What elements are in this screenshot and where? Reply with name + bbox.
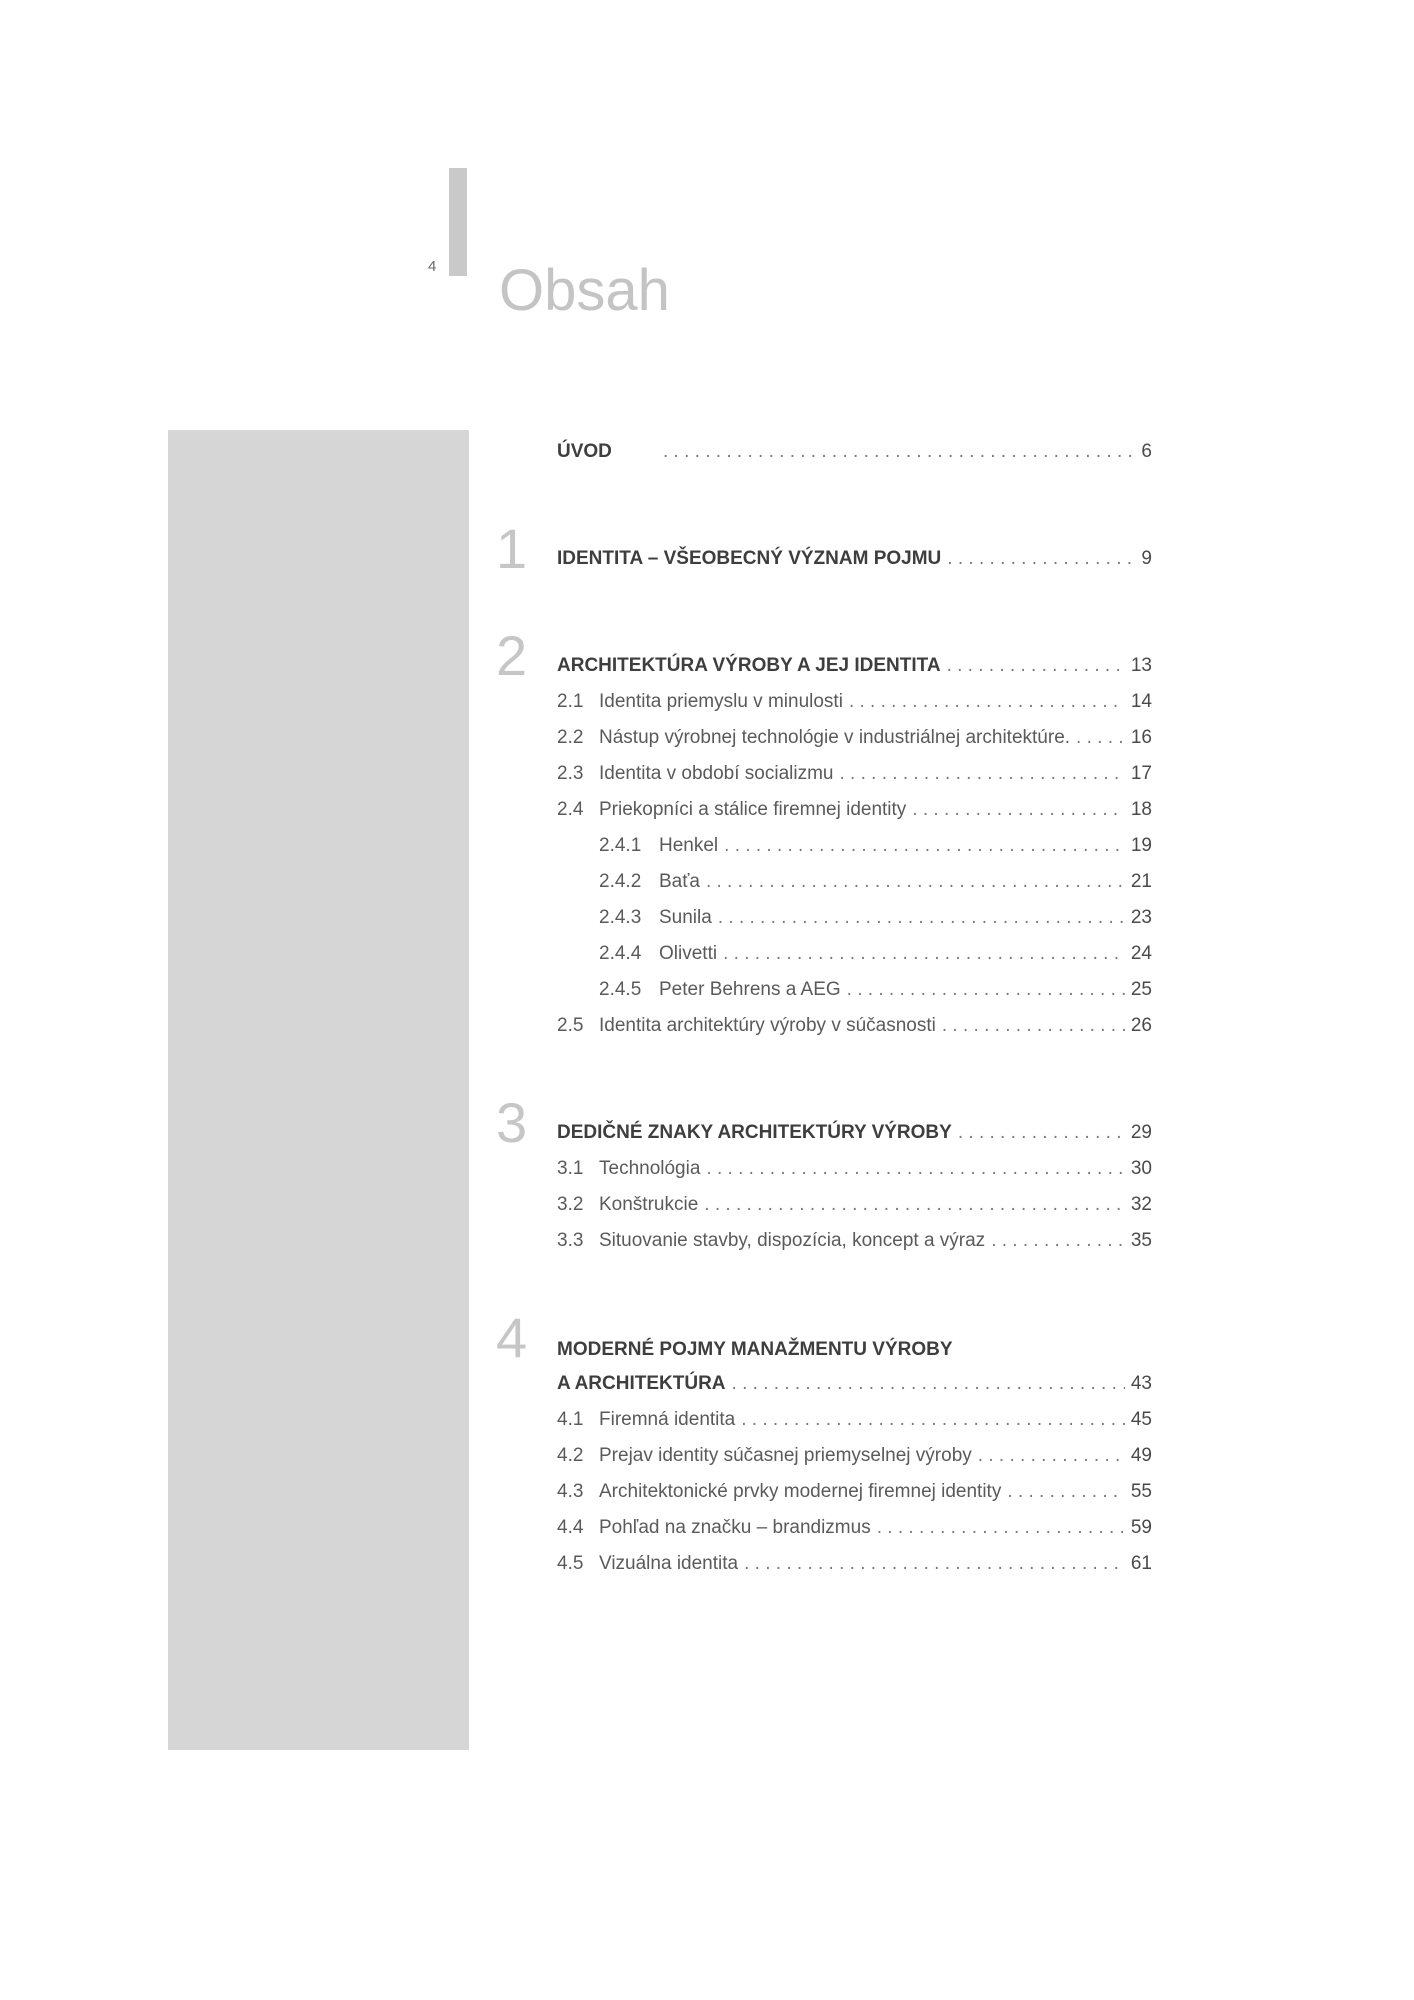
leader-dots (958, 1122, 1125, 1144)
toc-page-number: 18 (1130, 799, 1152, 820)
section-number: 3.2 (557, 1194, 584, 1215)
toc-chapter-2[interactable] (557, 655, 1152, 685)
section-number: 2.4.2 (599, 871, 642, 892)
toc-page-number: 16 (1130, 727, 1152, 748)
toc-entry-label: DEDIČNÉ ZNAKY ARCHITEKTÚRY VÝROBY (557, 1122, 952, 1143)
toc-entry-label: Identita v období socializmu (599, 763, 834, 784)
leader-dots (947, 655, 1125, 677)
toc-page-number: 17 (1130, 763, 1152, 784)
toc-entry-label: Olivetti (659, 943, 718, 964)
toc-section-2-4-3[interactable] (557, 907, 1152, 937)
toc-page-number: 6 (1141, 441, 1152, 462)
toc-entry-label: Architektonické prvky modernej firemnej identity (599, 1481, 1002, 1502)
section-number: 2.4.4 (599, 943, 642, 964)
leader-dots (847, 979, 1125, 1001)
section-number: 4.3 (557, 1481, 584, 1502)
toc-page-number: 43 (1130, 1373, 1152, 1394)
leader-dots (723, 943, 1125, 965)
section-number: 2.4.5 (599, 979, 642, 1000)
toc-entry-label: Prejav identity súčasnej priemyselnej výroby (599, 1445, 972, 1466)
leader-dots (663, 441, 1135, 463)
toc-section-4-5[interactable] (557, 1553, 1152, 1583)
leader-dots (718, 907, 1125, 929)
section-number: 4.4 (557, 1517, 584, 1538)
toc-page-number: 24 (1130, 943, 1152, 964)
toc-section-3-1[interactable] (557, 1158, 1152, 1188)
toc-section-2-4[interactable] (557, 799, 1152, 829)
leader-dots (706, 871, 1125, 893)
leader-dots (849, 691, 1125, 713)
toc-entry-label: ÚVOD (557, 441, 612, 462)
toc-entry-label: Sunila (659, 907, 712, 928)
section-number: 2.1 (557, 691, 584, 712)
toc-section-3-2[interactable] (557, 1194, 1152, 1224)
toc-section-2-5[interactable] (557, 1015, 1152, 1045)
leader-dots (942, 1015, 1125, 1037)
toc-page-number: 21 (1130, 871, 1152, 892)
toc-entry-label: Konštrukcie (599, 1194, 699, 1215)
toc-page-number: 55 (1130, 1481, 1152, 1502)
toc-entry-label: A ARCHITEKTÚRA (557, 1373, 726, 1394)
toc-section-2-2[interactable] (557, 727, 1152, 757)
leader-dots (1007, 1481, 1125, 1503)
toc-chapter-1[interactable] (557, 548, 1152, 578)
toc-entry-label: Peter Behrens a AEG (659, 979, 841, 1000)
toc-page-number: 19 (1130, 835, 1152, 856)
section-number: 2.4.1 (599, 835, 642, 856)
toc-entry-label: Technológia (599, 1158, 701, 1179)
toc-section-3-3[interactable] (557, 1230, 1152, 1260)
toc-page-number: 26 (1130, 1015, 1152, 1036)
leader-dots (978, 1445, 1125, 1467)
toc-entry-label: Vizuálna identita (599, 1553, 739, 1574)
toc-section-4-4[interactable] (557, 1517, 1152, 1547)
chapter-number-4: 4 (496, 1306, 528, 1369)
toc-section-2-4-2[interactable] (557, 871, 1152, 901)
page-number: 4 (428, 258, 437, 275)
toc-entry-label: Identita architektúry výroby v súčasnosti (599, 1015, 936, 1036)
section-number: 3.1 (557, 1158, 584, 1179)
leader-dots (912, 799, 1125, 821)
section-number: 2.3 (557, 763, 584, 784)
leader-dots (744, 1553, 1125, 1575)
toc-section-2-3[interactable] (557, 763, 1152, 793)
section-number: 2.4 (557, 799, 584, 820)
toc-section-2-4-4[interactable] (557, 943, 1152, 973)
chapter-number-3: 3 (496, 1091, 528, 1154)
chapter-number-2: 2 (496, 624, 528, 687)
toc-section-4-3[interactable] (557, 1481, 1152, 1511)
toc-entry-label: Henkel (659, 835, 719, 856)
leader-dots (991, 1230, 1125, 1252)
toc-page-number: 23 (1130, 907, 1152, 928)
toc-page-number: 61 (1130, 1553, 1152, 1574)
toc-page-number: 30 (1130, 1158, 1152, 1179)
toc-page-number: 35 (1130, 1230, 1152, 1251)
leader-dots (732, 1373, 1125, 1395)
toc-entry-label: IDENTITA – VŠEOBECNÝ VÝZNAM POJMU (557, 548, 942, 569)
leader-dots (839, 763, 1124, 785)
section-number: 2.4.3 (599, 907, 642, 928)
toc-page-number: 9 (1141, 548, 1152, 569)
section-number: 4.5 (557, 1553, 584, 1574)
page-title: Obsah (499, 258, 670, 323)
toc-entry-label: Baťa (659, 871, 700, 892)
toc-page-number: 59 (1130, 1517, 1152, 1538)
leader-dots (724, 835, 1125, 857)
toc-page-number: 45 (1130, 1409, 1152, 1430)
toc-page-number: 14 (1130, 691, 1152, 712)
section-number: 4.2 (557, 1445, 584, 1466)
leader-dots (704, 1194, 1125, 1216)
section-number: 2.2 (557, 727, 584, 748)
toc-section-2-1[interactable] (557, 691, 1152, 721)
toc-entry-label: Pohľad na značku – brandizmus (599, 1517, 871, 1538)
section-number: 3.3 (557, 1230, 584, 1251)
toc-section-2-4-5[interactable] (557, 979, 1152, 1009)
toc-chapter-3[interactable] (557, 1122, 1152, 1152)
toc-entry-label: Situovanie stavby, dispozícia, koncept a výraz (599, 1230, 986, 1251)
toc-chapter-4[interactable] (557, 1373, 1152, 1403)
leader-dots (947, 548, 1135, 570)
toc-page-number: 49 (1130, 1445, 1152, 1466)
section-number: 4.1 (557, 1409, 584, 1430)
section-number: 2.5 (557, 1015, 584, 1036)
toc-section-2-4-1[interactable] (557, 835, 1152, 865)
toc-entry-intro[interactable] (557, 441, 1152, 471)
toc-entry-label: ARCHITEKTÚRA VÝROBY A JEJ IDENTITA (557, 655, 941, 676)
leader-dots (877, 1517, 1125, 1539)
toc-entry-label: Identita priemyslu v minulosti (599, 691, 843, 712)
toc-page-number: 29 (1130, 1122, 1152, 1143)
toc-section-4-1[interactable] (557, 1409, 1152, 1439)
toc-section-4-2[interactable] (557, 1445, 1152, 1475)
toc-chapter-4-line1[interactable]: MODERNÉ POJMY MANAŽMENTU VÝROBY (557, 1339, 953, 1360)
leader-dots (1076, 727, 1125, 749)
toc-entry-label: Nástup výrobnej technológie v industriálnej architektúre. (599, 727, 1071, 748)
leader-dots (741, 1409, 1125, 1431)
chapter-number-1: 1 (496, 517, 528, 580)
leader-dots (706, 1158, 1124, 1180)
toc-page-number: 25 (1130, 979, 1152, 1000)
toc-entry-label: Priekopníci a stálice firemnej identity (599, 799, 907, 820)
toc-page-number: 13 (1130, 655, 1152, 676)
toc-page-number: 32 (1130, 1194, 1152, 1215)
toc-entry-label: Firemná identita (599, 1409, 736, 1430)
